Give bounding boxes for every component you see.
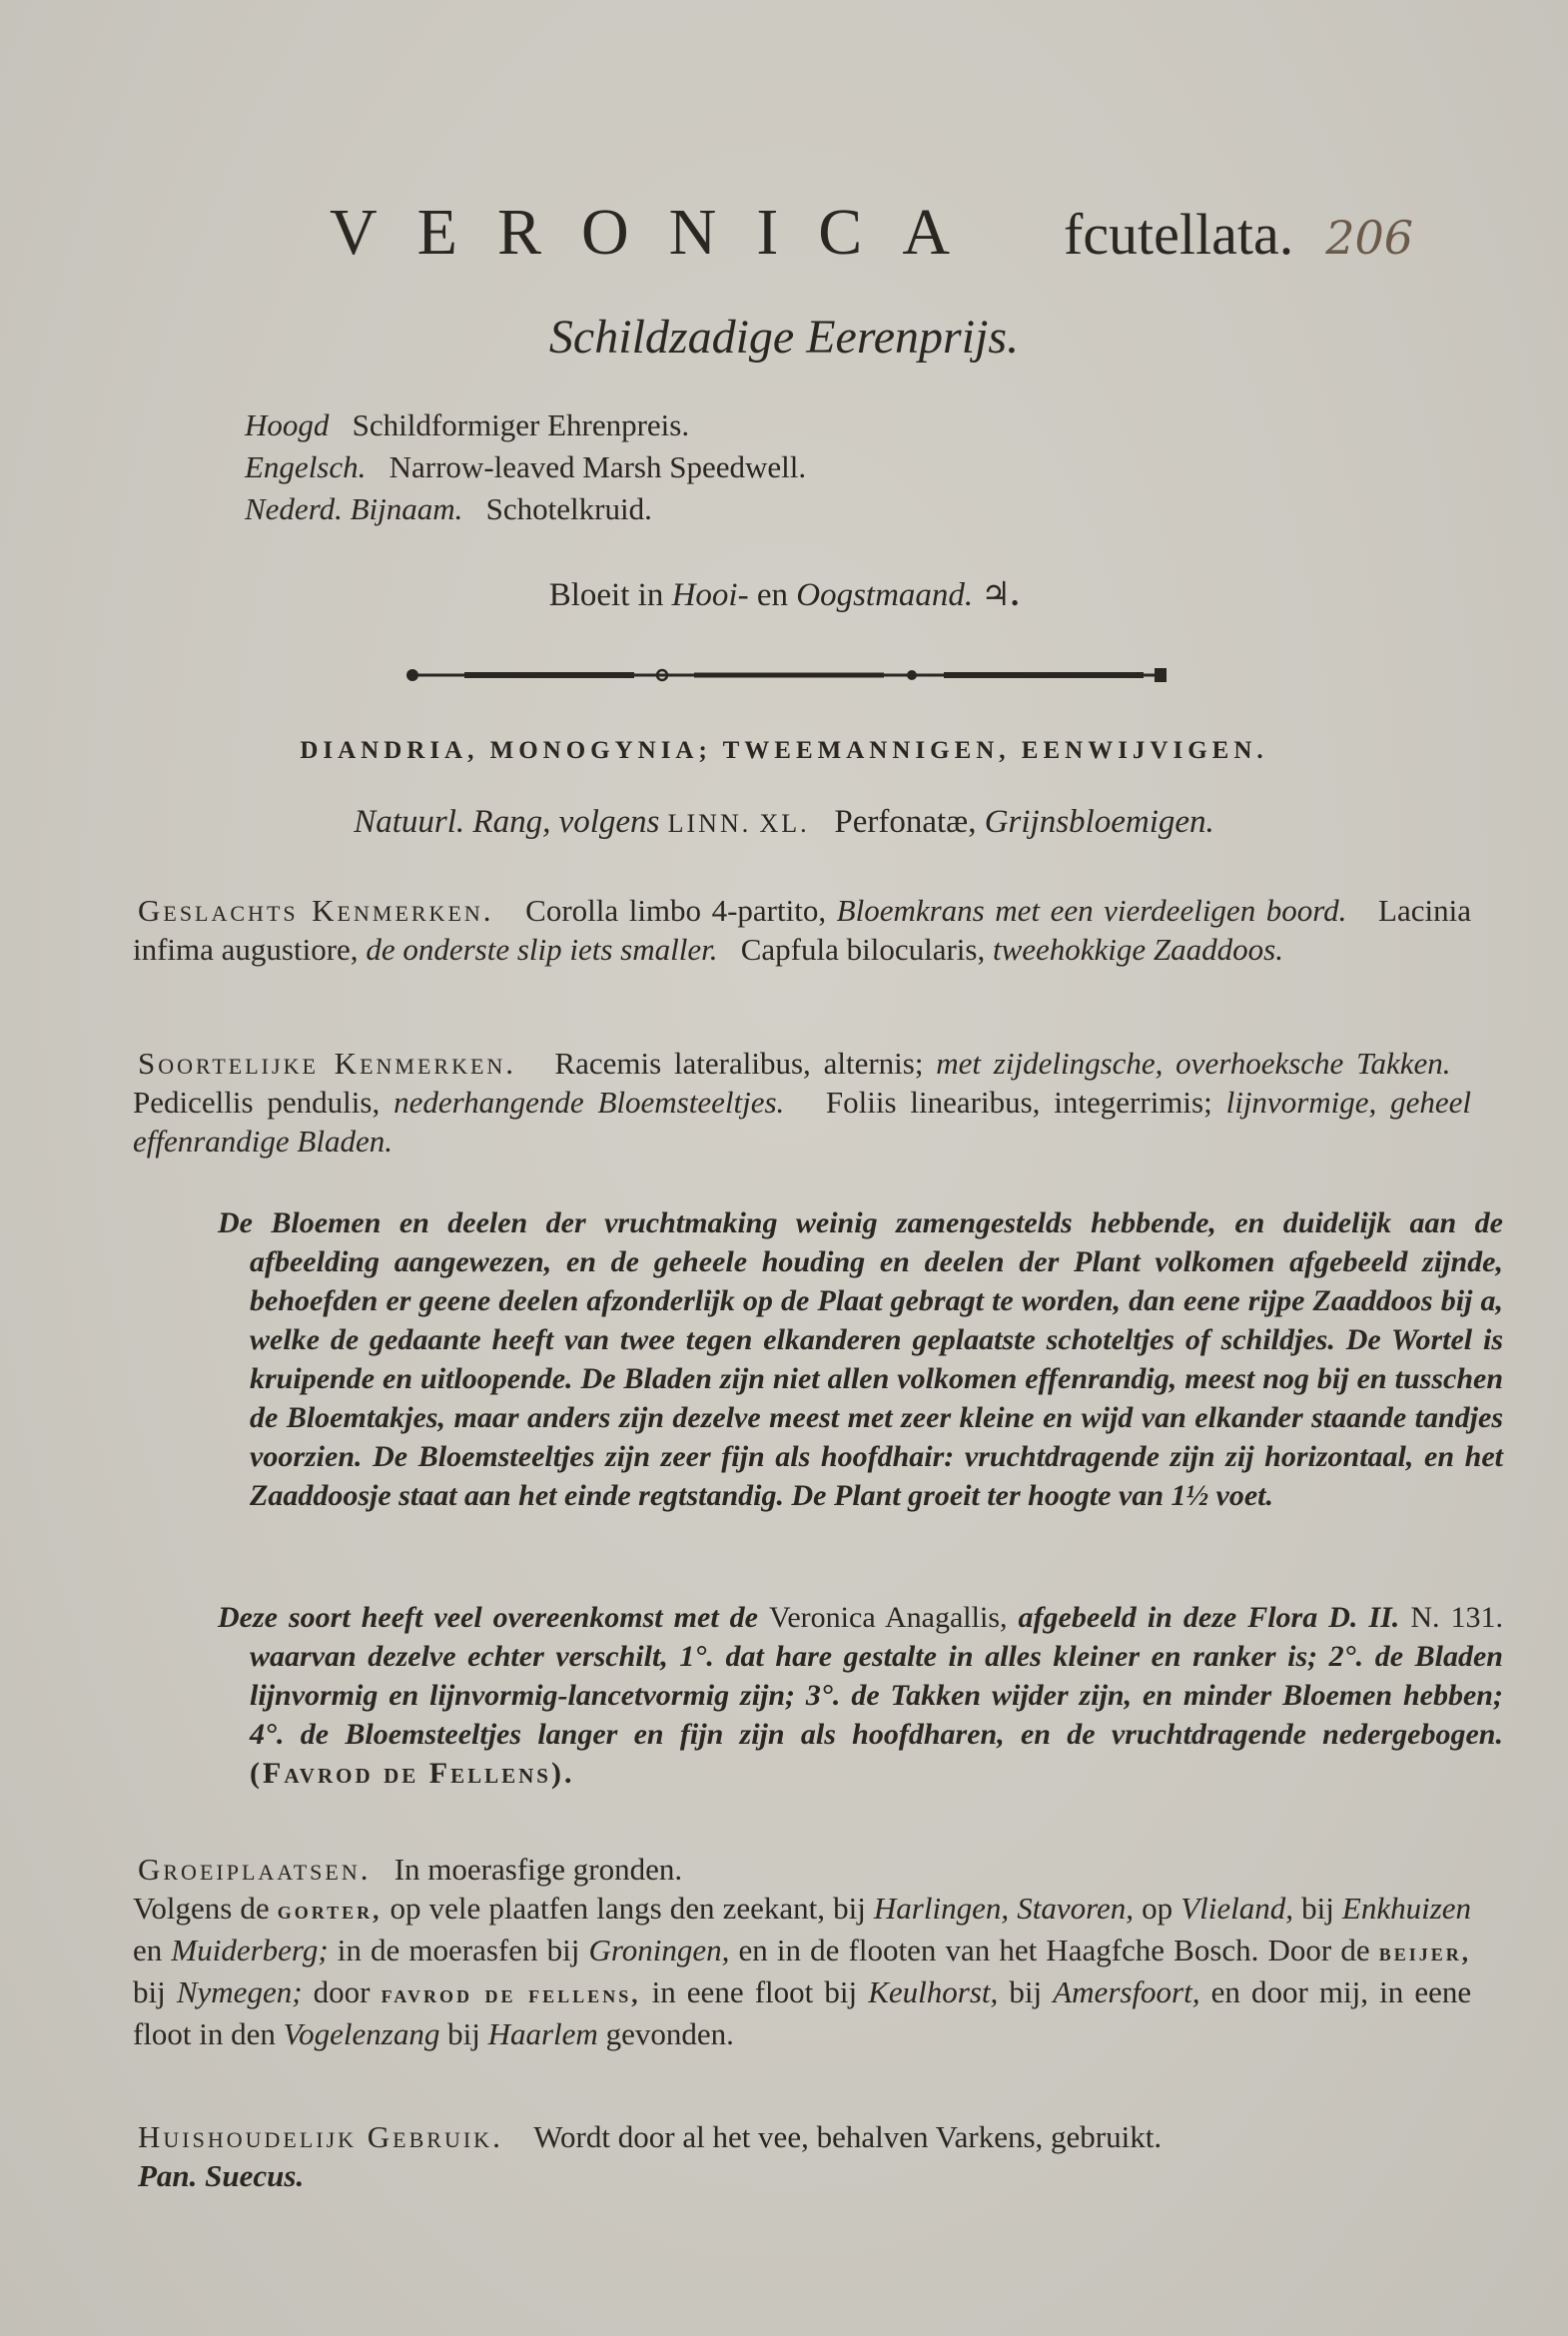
- description-paragraph-1: De Bloemen en deelen der vruchtmaking weinig zamengestelds hebbende, en duidelijk aan de afbeelding aangewezen, en de geheele houding en deelen der Plant volkomen afgebeeld zijnde, behoefden er geene deelen afzonderlijk op de Plaat gebragt te worden, dan eene rijpe Zaaddoos bij a, welke de gedaante heeft van twee tegen elkanderen geplaatste schoteltjes of schildjes. De Wortel is kruipende en uitloopende. De Bladen zijn niet allen volkomen effenrandig, meest nog bij en tusschen de Bloemtakjes, maar anders zijn dezelve meest met zeer kleine en wijd van elkander staande tandjes voorzien. De Bloemsteeltjes zijn zeer fijn als hoofdhair: vruchtdragende zijn zij horizontaal, en het Zaaddoosje staat aan het einde regtstandig. De Plant groeit ter hoogte van 1½ voet.: [218, 1206, 1503, 1512]
- name-label: Nederd. Bijnaam.: [245, 491, 463, 526]
- rang-text: Natuurl. Rang, volgens: [354, 804, 660, 840]
- habitat-text: in eene floot bij: [651, 1974, 858, 2009]
- dutch-text: tweehokkige Zaaddoos.: [992, 932, 1283, 967]
- habitat-text: op: [1142, 1891, 1174, 1926]
- habitats: [133, 1850, 1471, 2053]
- place-name: Stavoren,: [1017, 1891, 1134, 1926]
- name-row-english: [245, 446, 806, 488]
- section-heading: Soortelijke Kenmerken.: [138, 1046, 517, 1081]
- vernacular-names: [245, 404, 806, 530]
- habitat-text: door: [313, 1974, 371, 2009]
- name-row-german: [245, 404, 806, 446]
- species-characteristics: [133, 1044, 1471, 1161]
- place-name: Muiderberg;: [171, 1933, 329, 1967]
- description-paragraph-2: [218, 1598, 1503, 1793]
- plate-number: N. 131.: [1410, 1601, 1504, 1634]
- latin-text: Racemis lateralibus, alternis;: [554, 1046, 924, 1081]
- place-name: Keulhorst,: [868, 1974, 999, 2009]
- habitat-text: gevonden.: [605, 2016, 734, 2051]
- author-name: favrod de fellens,: [381, 1981, 641, 2008]
- place-name: Enkhuizen: [1341, 1891, 1472, 1926]
- habitat-text: bij: [1301, 1891, 1334, 1926]
- household-use: [133, 2117, 1471, 2195]
- place-name: Vlieland,: [1180, 1891, 1293, 1926]
- latin-text: Corolla limbo 4-partito,: [525, 893, 827, 928]
- name-value: Schildformiger Ehrenpreis.: [352, 407, 690, 442]
- place-name: Harlingen,: [873, 1891, 1010, 1926]
- habitat-text: bij: [1009, 1974, 1043, 2009]
- bloei-month-2: Oogstmaand.: [796, 577, 974, 613]
- species-name: fcutellata.: [1064, 202, 1294, 267]
- bloei-prefix: Bloeit in: [548, 577, 664, 613]
- desc-text: Deze soort heeft veel overeenkomst met de: [218, 1601, 758, 1634]
- linnaean-class: DIANDRIA, MONOGYNIA; TWEEMANNIGEN, EENWIJVIGEN.: [300, 737, 1268, 764]
- habitat-text: op vele plaatfen langs den zeekant, bij: [390, 1891, 866, 1926]
- author-name: gorter,: [277, 1898, 383, 1925]
- habitat-text: en in de flooten van het Haagfche Bosch. Door de: [738, 1933, 1370, 1967]
- perennial-symbol: ♃.: [981, 577, 1020, 613]
- handwritten-number: 206: [1325, 211, 1414, 265]
- habitat-text: en: [133, 1933, 163, 1967]
- natural-rank: [0, 804, 1568, 841]
- name-label: Hoogd: [245, 407, 330, 442]
- genus-characteristics: [133, 891, 1471, 969]
- place-name: Vogelenzang: [283, 2016, 440, 2051]
- author-name: beijer,: [1378, 1940, 1472, 1966]
- habitat-text: bij: [133, 1974, 166, 2009]
- genus-name: VERONICA: [330, 196, 990, 269]
- rang-dutch: Grijnsbloemigen.: [984, 804, 1214, 840]
- dutch-name: Schildzadige Eerenprijs.: [548, 311, 1020, 364]
- author-credit: (Favrod de Fellens).: [250, 1757, 575, 1790]
- desc-text: afgebeeld in deze Flora D. II.: [1018, 1601, 1400, 1634]
- name-label: Engelsch.: [245, 449, 367, 484]
- section-heading: Huishoudelijk Gebruik.: [138, 2119, 503, 2154]
- decorative-rule: [404, 664, 1169, 686]
- section-heading: Geslachts Kenmerken.: [138, 893, 494, 928]
- place-name: Groningen,: [588, 1933, 730, 1967]
- page-title: [330, 195, 1413, 271]
- latin-text: Pedicellis pendulis,: [133, 1085, 381, 1120]
- bloei-month-1: Hooi-: [671, 577, 749, 613]
- dutch-text: lijnvormige, geheel effenrandige Bladen.: [133, 1085, 1472, 1159]
- linn-label: LINN.: [667, 809, 752, 838]
- name-row-dutch: [245, 488, 806, 530]
- habitat-text: en door mij, in eene floot in den: [133, 1974, 1472, 2051]
- place-name: Amersfoort,: [1053, 1974, 1200, 2009]
- dutch-text: met zijdelingsche, overhoeksche Takken.: [936, 1046, 1451, 1081]
- dutch-text: nederhangende Bloemsteeltjes.: [393, 1085, 785, 1120]
- desc-text: waarvan dezelve echter verschilt, 1°. dat hare gestalte in alles kleiner en ranker is; 2°. de Bladen lijnvormig en lijnvormig-lancetvormig zijn; 3°. de Takken wijder zijn, en minder Bloemen hebben; 4°. de Bloemsteeltjes langer en fijn zijn als hoofdharen, en de vruchtdragende nedergebogen.: [250, 1640, 1503, 1751]
- reference-citation: Pan. Suecus.: [138, 2158, 305, 2193]
- habitat-text: in de moerasfen bij: [337, 1933, 580, 1967]
- rang-order: Perfonatæ,: [834, 804, 977, 840]
- dutch-text: de onderste slip iets smaller.: [366, 932, 718, 967]
- section-heading: Groeiplaatsen.: [138, 1852, 372, 1887]
- dutch-text: Bloemkrans met een vierdeeligen boord.: [836, 893, 1347, 928]
- habitat-text: Volgens de: [133, 1891, 270, 1926]
- place-name: Nymegen;: [176, 1974, 303, 2009]
- name-value: Narrow-leaved Marsh Speedwell.: [389, 449, 807, 484]
- latin-text: Lacinia infima augustiore,: [133, 893, 1471, 967]
- place-name: Haarlem: [487, 2016, 598, 2051]
- latin-text: Foliis linearibus, integerrimis;: [825, 1085, 1212, 1120]
- latin-text: Capfula bilocularis,: [740, 932, 986, 967]
- habitat-text: bij: [447, 2016, 480, 2051]
- name-value: Schotelkruid.: [485, 491, 652, 526]
- flowering-line: [0, 574, 1568, 614]
- species-reference: Veronica Anagallis,: [769, 1601, 1008, 1634]
- use-text: Wordt door al het vee, behalven Varkens, gebruikt.: [533, 2119, 1163, 2154]
- habitat-text: In moerasfige gronden.: [393, 1852, 683, 1887]
- rang-number: XL.: [759, 809, 810, 838]
- bloei-conj: en: [756, 577, 788, 613]
